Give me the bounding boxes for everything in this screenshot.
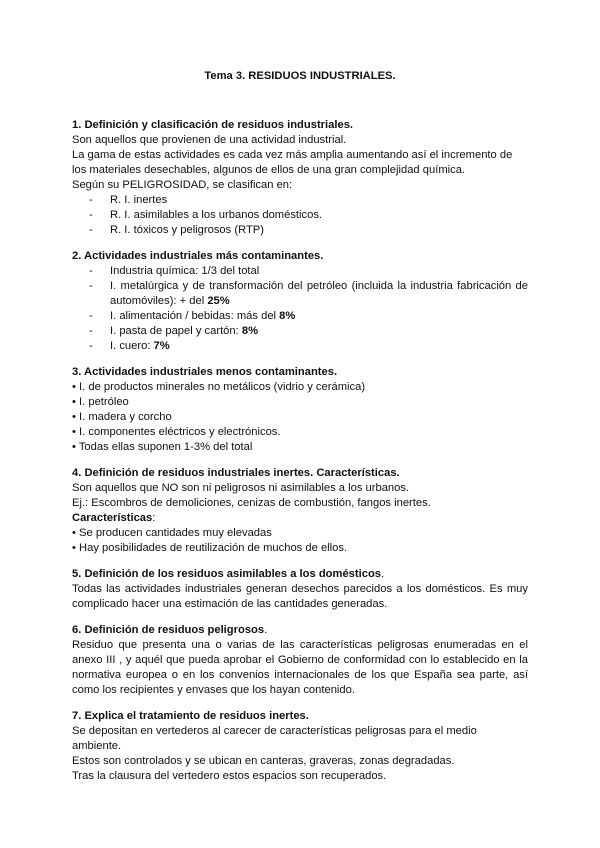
list-item: • I. componentes eléctricos y electrónicos. — [72, 426, 281, 438]
list-item: - I. alimentación / bebidas: más del 8% — [89, 310, 296, 322]
list-item: - Industria química: 1/3 del total — [89, 265, 260, 277]
section-heading: 7. Explica el tratamiento de residuos inertes. — [72, 710, 309, 722]
document-body — [72, 118, 528, 795]
paragraph: La gama de estas actividades es cada vez más amplia aumentando así el incremento de los materiales desechables, algunos de ellos de una gran complejidad química. — [72, 149, 513, 176]
paragraph: Estos son controlados y se ubican en canteras, graveras, zonas degradadas. — [72, 755, 455, 767]
section-6 — [72, 623, 528, 698]
list-item: • Hay posibilidades de reutilización de muchos de ellos. — [72, 542, 348, 554]
paragraph: Son aquellos que NO son ni peligrosos ni asimilables a los urbanos. — [72, 482, 410, 494]
paragraph: Según su PELIGROSIDAD, se clasifican en: — [72, 179, 293, 191]
document-title: Tema 3. RESIDUOS INDUSTRIALES. — [204, 70, 396, 82]
list-item: • I. petróleo — [72, 396, 129, 408]
list-item: • I. de productos minerales no metálicos (vidrio y cerámica) — [72, 381, 366, 393]
section-1 — [72, 118, 528, 238]
section-heading: 1. Definición y clasificación de residuos industriales. — [72, 119, 354, 131]
list-item: • Todas ellas suponen 1-3% del total — [72, 441, 253, 453]
subheading: Características: — [72, 512, 156, 524]
section-5 — [72, 567, 528, 612]
section-3 — [72, 365, 528, 455]
list-item: - I. cuero: 7% — [89, 340, 170, 352]
dash-list — [72, 193, 528, 238]
paragraph: Son aquellos que provienen de una actividad industrial. — [72, 134, 347, 146]
paragraph: Residuo que presenta una o varias de las características peligrosas enumeradas en el anexo III , y aquél que pueda aprobar el Gobierno de conformidad con lo establecido en la normativa europea o en los convenios internacionales de los que España sea parte, así como los recipientes y envases que los hayan contenido. — [72, 639, 528, 696]
section-heading: 2. Actividades industriales más contaminantes. — [72, 250, 324, 262]
bullet-list — [72, 380, 528, 455]
list-item: - I. pasta de papel y cartón: 8% — [89, 325, 259, 337]
section-2 — [72, 249, 528, 354]
paragraph: Ej.: Escombros de demoliciones, cenizas de combustión, fangos inertes. — [72, 497, 431, 509]
list-item: - R. I. inertes — [89, 194, 168, 206]
list-item: • Se producen cantidades muy elevadas — [72, 527, 272, 539]
section-7 — [72, 709, 528, 784]
bullet-list — [72, 526, 528, 556]
list-item: - R. I. tóxicos y peligrosos (RTP) — [89, 224, 264, 236]
paragraph: Se depositan en vertederos al carecer de características peligrosas para el medio ambiente. — [72, 725, 477, 752]
paragraph: Tras la clausura del vertedero estos espacios son recuperados. — [72, 770, 387, 782]
list-item: - R. I. asimilables a los urbanos domésticos. — [89, 209, 323, 221]
section-heading: 3. Actividades industriales menos contaminantes. — [72, 366, 338, 378]
section-heading: 5. Definición de los residuos asimilables a los domésticos. — [72, 568, 385, 580]
list-item: • I. madera y corcho — [72, 411, 172, 423]
list-item: - I. metalúrgica y de transformación del petróleo (incluida la industria fabricación de automóviles): + del 25% — [89, 280, 528, 307]
section-heading: 6. Definición de residuos peligrosos. — [72, 624, 268, 636]
section-heading: 4. Definición de residuos industriales inertes. Características. — [72, 467, 400, 479]
paragraph: Todas las actividades industriales generan desechos parecidos a los domésticos. Es muy complicado hacer una estimación de las cantidades generadas. — [72, 583, 528, 610]
dash-list — [72, 264, 528, 354]
section-4 — [72, 466, 528, 556]
